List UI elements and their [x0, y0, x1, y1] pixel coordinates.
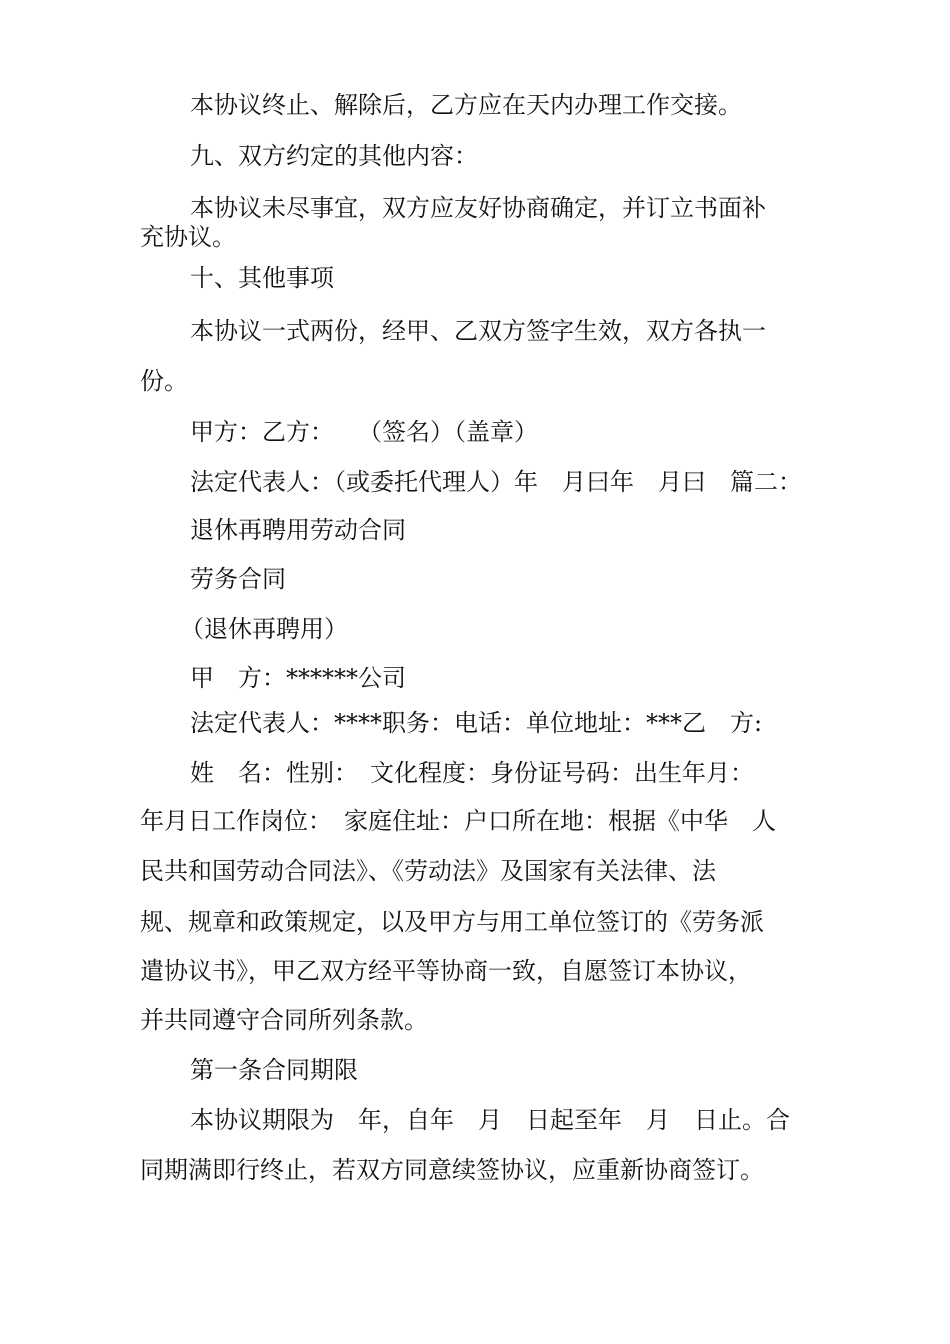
paragraph-copies-line-2: 份。 [140, 367, 188, 395]
paragraph-supplementary-line-2: 充协议。 [140, 223, 236, 251]
part-two-title: 退休再聘用劳动合同 [190, 516, 406, 544]
party-a-details: 法定代表人：****职务：电话：单位地址：***乙 方: [190, 709, 763, 737]
article-one-line-1: 本协议期限为 年，自年 月 日起至年 月 日止。合 [190, 1106, 790, 1134]
paragraph-termination-handover: 本协议终止、解除后，乙方应在天内办理工作交接。 [190, 91, 742, 119]
heading-section-nine: 九、双方约定的其他内容： [190, 142, 478, 170]
heading-section-ten: 十、其他事项 [190, 264, 334, 292]
paragraph-basis-line-3: 规、规章和政策规定，以及甲方与用工单位签订的《劳务派 [140, 908, 764, 936]
paragraph-copies-line-1: 本协议一式两份，经甲、乙双方签字生效，双方各执一 [190, 317, 766, 345]
paragraph-basis-line-5: 并共同遵守合同所列条款。 [140, 1006, 428, 1034]
paragraph-basis-line-1: 年月日工作岗位： 家庭住址：户口所在地：根据《中华 人 [140, 807, 776, 835]
article-one-heading: 第一条合同期限 [190, 1056, 358, 1084]
contract-subtitle: （退休再聘用） [180, 615, 348, 643]
party-a-company: 甲 方：******公司 [190, 664, 406, 692]
article-one-line-2: 同期满即行终止，若双方同意续签协议，应重新协商签订。 [140, 1156, 764, 1184]
contract-title: 劳务合同 [190, 565, 286, 593]
paragraph-basis-line-4: 遣协议书》，甲乙双方经平等协商一致，自愿签订本协议， [140, 957, 752, 985]
paragraph-basis-line-2: 民共和国劳动合同法》、《劳动法》及国家有关法律、法 [140, 857, 716, 885]
signature-parties-line: 甲方：乙方： （签名）（盖章） [190, 418, 538, 446]
party-b-details: 姓 名：性别： 文化程度：身份证号码：出生年月： [190, 759, 754, 787]
legal-representative-date-line: 法定代表人：（或委托代理人）年 月曰年 月曰 篇二： [190, 468, 802, 496]
paragraph-supplementary-line-1: 本协议未尽事宜，双方应友好协商确定，并订立书面补 [190, 194, 766, 222]
